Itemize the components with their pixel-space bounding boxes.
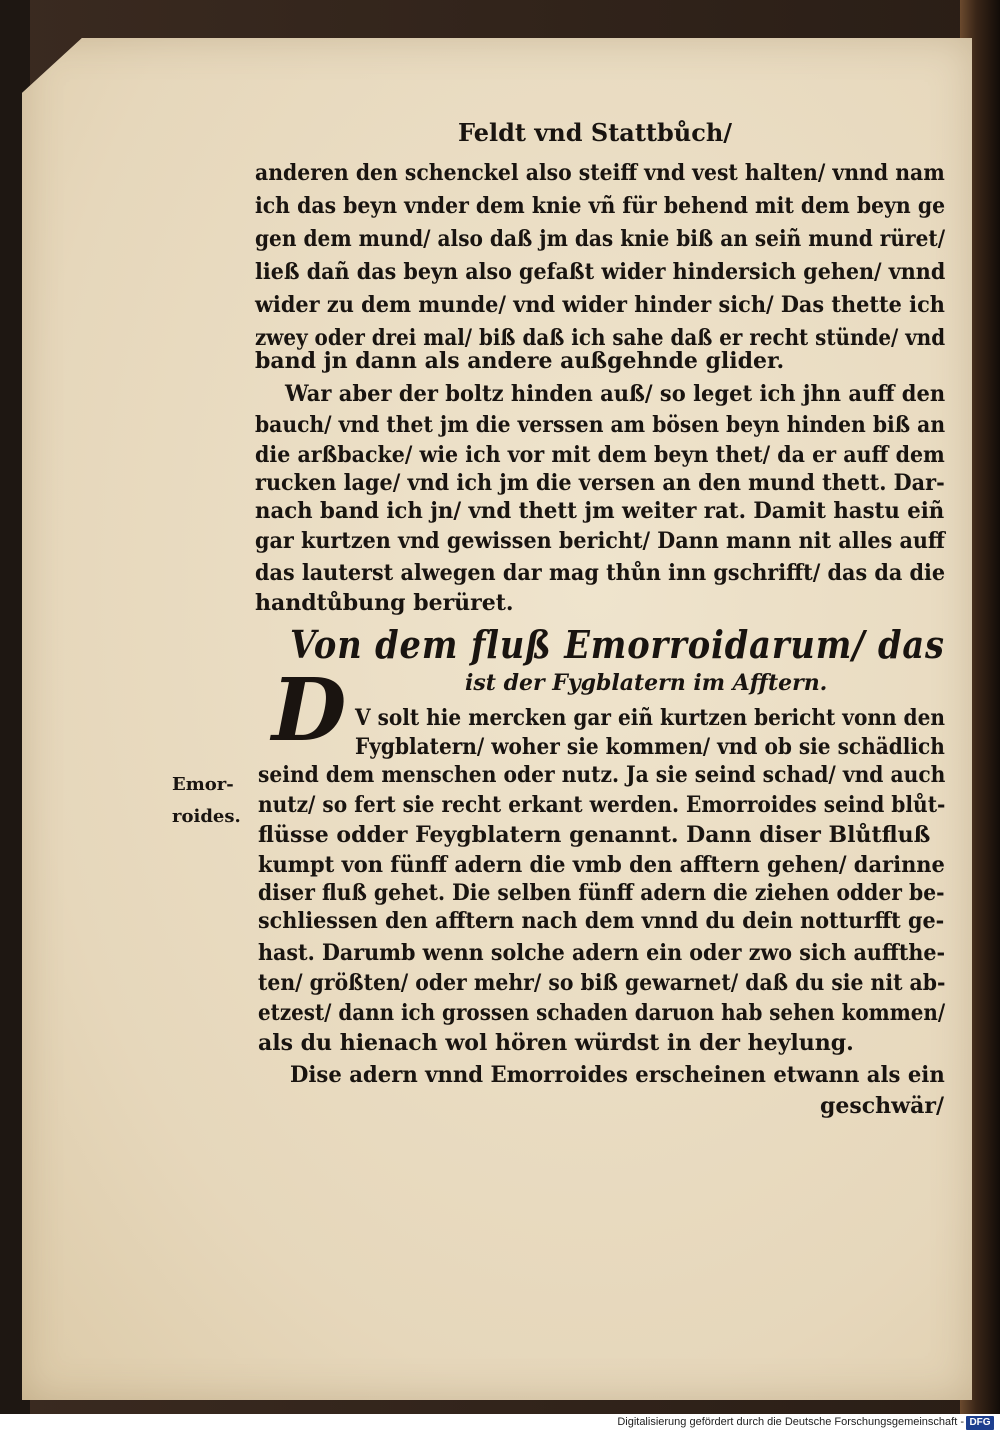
- decorated-initial: D: [271, 660, 347, 761]
- section-heading: Von dem fluß Emorroidarum/ das: [290, 622, 945, 667]
- text-line: hast. Darumb wenn solche adern ein oder zwo sich auffthe-: [258, 940, 946, 966]
- text-line: rucken lage/ vnd ich jm die versen an den mund thett. Dar-: [255, 470, 945, 496]
- text-line: flüsse odder Feygblatern genannt. Dann diser Blůtfluß: [258, 822, 931, 848]
- text-line: wider zu dem munde/ vnd wider hinder sich/ Das thette ich: [255, 292, 945, 318]
- text-line: gar kurtzen vnd gewissen bericht/ Dann mann nit alles auff: [255, 528, 945, 554]
- text-line: als du hienach wol hören würdst in der heylung.: [258, 1030, 854, 1056]
- text-line: zwey oder drei mal/ biß daß ich sahe daß er recht stünde/ vnd: [255, 325, 946, 351]
- text-line: schliessen den afftern nach dem vnnd du dein notturfft ge-: [258, 908, 945, 934]
- text-line: band jn dann als andere außgehnde glider.: [255, 348, 785, 374]
- text-line: bauch/ vnd thet jm die verssen am bösen beyn hinden biß an: [255, 412, 946, 438]
- text-line: die arßbacke/ wie ich vor mit dem beyn thet/ da er auff dem: [255, 442, 945, 468]
- margin-note-line: Emor-: [172, 774, 234, 795]
- text-line: Fygblatern/ woher sie kommen/ vnd ob sie schädlich: [355, 734, 945, 760]
- text-line: das lauterst alwegen dar mag thůn inn gschrifft/ das da die: [255, 560, 946, 586]
- text-line: seind dem menschen oder nutz. Ja sie seind schad/ vnd auch: [258, 762, 946, 788]
- dfg-logo: DFG: [966, 1416, 994, 1430]
- text-line: anderen den schenckel also steiff vnd vest halten/ vnnd nam: [255, 160, 945, 186]
- text-line: diser fluß gehet. Die selben fünff adern die ziehen odder be-: [258, 880, 945, 906]
- text-line: V solt hie mercken gar eiñ kurtzen bericht vonn den: [355, 705, 945, 731]
- text-line: War aber der boltz hinden auß/ so leget ich jhn auff den: [285, 381, 946, 407]
- text-line: ten/ größten/ oder mehr/ so biß gewarnet/ daß du sie nit ab-: [258, 970, 946, 996]
- text-line: nutz/ so fert sie recht erkant werden. Emorroides seind blůt-: [258, 792, 946, 818]
- text-line: gen dem mund/ also daß jm das knie biß an seiñ mund rüret/: [255, 226, 946, 252]
- text-line: etzest/ dann ich grossen schaden daruon hab sehen kommen/: [258, 1000, 946, 1026]
- margin-note-line: roides.: [172, 806, 241, 827]
- text-line: kumpt von fünff adern die vmb den afftern gehen/ darinne: [258, 852, 945, 878]
- section-subheading: ist der Fygblatern im Afftern.: [465, 670, 828, 696]
- text-line: geschwär/: [820, 1093, 944, 1119]
- footer-credit: Digitalisierung gefördert durch die Deutsche Forschungsgemeinschaft -: [617, 1416, 964, 1428]
- running-head: Feldt vnd Stattbůch/: [458, 118, 733, 147]
- text-line: nach band ich jn/ vnd thett jm weiter rat. Damit hastu eiñ: [255, 498, 945, 524]
- text-line: ließ dañ das beyn also gefaßt wider hindersich gehen/ vnnd: [255, 259, 946, 285]
- text-line: ich das beyn vnder dem knie vñ für behend mit dem beyn ge: [255, 193, 946, 219]
- text-line: handtůbung berüret.: [255, 590, 514, 616]
- text-line: Dise adern vnnd Emorroides erscheinen etwann als ein: [290, 1062, 945, 1088]
